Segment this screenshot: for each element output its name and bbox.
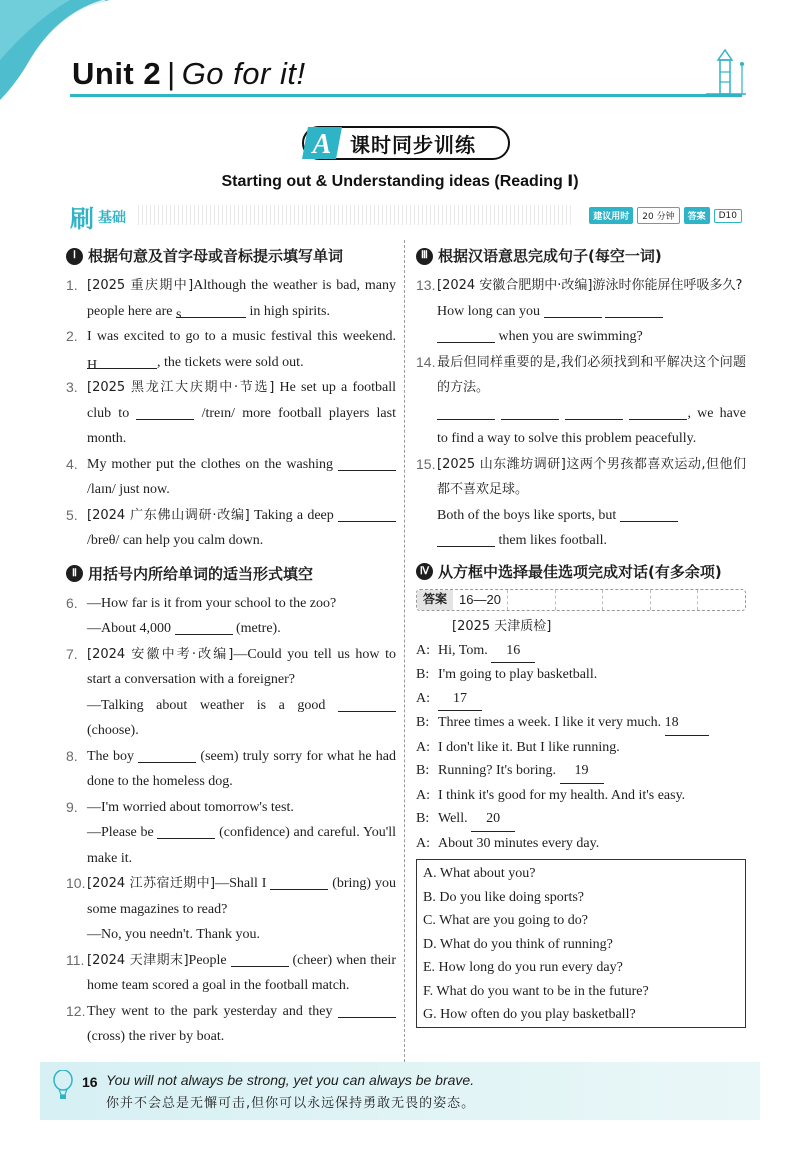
time-value: 20 分钟 [637, 207, 679, 224]
answer-blank[interactable] [175, 619, 233, 635]
question-source: [2025 山东潍坊调研] [437, 456, 566, 472]
answer-blank[interactable] [176, 302, 246, 322]
quote-chinese: 你并不会总是无懈可击,但你可以永远保持勇敢无畏的姿态。 [106, 1096, 476, 1111]
option-item: G. How often do you play basketball? [423, 1007, 636, 1022]
question-text: in high spirits. [246, 303, 331, 319]
answer-blank[interactable] [231, 951, 289, 967]
answer-cell[interactable] [555, 590, 603, 610]
question-text: when you are swimming? [495, 329, 643, 344]
answer-blank[interactable] [629, 404, 687, 420]
dialogue [416, 639, 746, 856]
question-number: 5. [66, 506, 78, 523]
speaker: B: [416, 811, 430, 826]
question-number: 4. [66, 455, 78, 472]
question-number: 10. [66, 875, 86, 891]
question-chinese: 游泳时你能屏住呼吸多久? [592, 278, 743, 293]
answer-blank[interactable] [338, 506, 396, 522]
question-text: /laɪn/ just now. [87, 482, 170, 497]
blank-hint: H [87, 357, 98, 373]
dialogue-line [416, 759, 746, 784]
option-item: B. Do you like doing sports? [423, 889, 584, 905]
answer-blank[interactable] [87, 353, 157, 373]
options-box [416, 859, 746, 1028]
option-item: D. What do you think of running? [423, 936, 613, 952]
question-text: (cheer) when their home team scored a goal in the football match. [87, 952, 396, 993]
question-text: Both of the boys like sports, but [437, 507, 620, 523]
answer-blank[interactable] [338, 1002, 396, 1018]
dialogue-line [416, 687, 746, 712]
quote-english: You will not always be strong, yet you can always be brave. [106, 1072, 475, 1088]
answer-blank[interactable] [437, 531, 495, 547]
question-text: —How far is it from your school to the zoo? [87, 595, 337, 611]
unit-separator: | [167, 56, 176, 91]
question-number: 1. [66, 277, 78, 293]
section-a-banner [302, 126, 510, 160]
lesson-subtitle: Starting out & Understanding ideas (Reading Ⅰ) [221, 173, 579, 190]
answer-cell[interactable] [602, 590, 650, 610]
question-text: —Could you tell us how to start a conversation with a foreigner? [87, 646, 397, 687]
question-text: He set up a football club to [87, 380, 396, 421]
left-column [66, 242, 396, 1050]
speaker: B: [416, 715, 430, 730]
level-meta [589, 207, 742, 224]
dialogue-text: Hi, Tom. [438, 642, 492, 658]
blank-hint: s [176, 306, 182, 322]
dialogue-blank[interactable]: 16 [491, 639, 535, 664]
answer-blank[interactable] [338, 696, 396, 712]
question-text: (cross) the river by boat. [87, 1029, 225, 1044]
right-column [416, 242, 746, 1028]
question-text: , the tickets were sold out. [157, 354, 304, 370]
lighthouse-icon [702, 46, 748, 96]
answer-blank[interactable] [138, 747, 196, 763]
question-text: (seem) truly sorry for what he had done to the homeless dog. [87, 748, 396, 789]
footer [40, 1062, 760, 1120]
speaker: A: [416, 690, 430, 706]
question-14 [416, 350, 746, 452]
dialogue-blank[interactable]: 18 [665, 711, 709, 736]
answer-bar [416, 589, 746, 611]
question-13 [416, 273, 746, 350]
dialogue-blank[interactable]: 17 [438, 687, 482, 712]
question-4 [66, 452, 396, 503]
question-source: [2024 广东佛山调研·改编] [87, 507, 250, 523]
answer-blank[interactable] [544, 302, 602, 318]
question-text: My mother put the clothes on the washing [87, 456, 338, 472]
brush-label: 刷 [70, 205, 94, 233]
question-15 [416, 452, 746, 554]
question-10 [66, 871, 396, 948]
unit-title [72, 56, 306, 92]
question-text: (confidence) and careful. You'll make it. [87, 825, 396, 866]
question-7 [66, 642, 396, 744]
answer-range: 16—20 [459, 591, 501, 607]
question-number: 8. [66, 747, 78, 764]
question-text: them likes football. [495, 533, 607, 548]
question-number: 7. [66, 645, 78, 662]
answer-blank[interactable] [338, 455, 396, 471]
unit-subtitle: Go for it! [181, 56, 306, 91]
dialogue-source: [2025 天津质检] [452, 618, 552, 634]
dialogue-blank[interactable]: 20 [471, 807, 515, 832]
answer-blank[interactable] [501, 404, 559, 420]
question-11 [66, 948, 396, 999]
unit-number: Unit 2 [72, 56, 162, 91]
question-2 [66, 324, 396, 375]
question-number: 9. [66, 798, 78, 815]
section-2-number: Ⅱ [66, 565, 83, 582]
hatch-decoration [138, 205, 572, 225]
column-divider [404, 240, 405, 1072]
answer-label: 答案 [684, 207, 710, 224]
answer-blank[interactable] [270, 874, 328, 890]
question-8 [66, 744, 396, 795]
question-number: 15. [416, 455, 436, 472]
answer-blank[interactable] [136, 404, 194, 420]
level-label: 基础 [98, 210, 126, 226]
question-3 [66, 375, 396, 452]
dialogue-line [416, 736, 746, 760]
question-text: —Shall I [215, 876, 271, 891]
dialogue-line [416, 832, 746, 856]
answer-cells [507, 590, 745, 610]
question-text: —About 4,000 [87, 621, 175, 636]
question-source: [2025 重庆期中] [87, 278, 194, 293]
question-source: [2024 天津期末] [87, 952, 189, 968]
question-text: They went to the park yesterday and they [87, 1003, 338, 1019]
dialogue-line [416, 711, 746, 736]
dialogue-blank[interactable]: 19 [560, 759, 604, 784]
question-number: 11. [66, 951, 85, 968]
section-1-title: 根据句意及首字母或音标提示填写单词 [88, 247, 344, 265]
question-number: 14. [416, 353, 436, 370]
level-bar [70, 203, 742, 233]
balloon-icon [52, 1070, 74, 1100]
dialogue-text: I'm going to play basketball. [438, 667, 598, 682]
section-a-badge [300, 124, 346, 162]
answer-key-label: 答案 [417, 590, 453, 610]
speaker: A: [416, 739, 430, 755]
section-letter: A [312, 129, 332, 160]
question-text: Although the weather is bad, many people here are [87, 278, 396, 319]
question-number: 2. [66, 328, 78, 344]
question-text: —I'm worried about tomorrow's test. [87, 799, 294, 815]
section-3-number: Ⅲ [416, 248, 433, 265]
question-number: 6. [66, 594, 78, 611]
speaker: B: [416, 763, 430, 778]
dialogue-line [416, 639, 746, 664]
dialogue-text: Three times a week. I like it very much. [438, 715, 665, 730]
dialogue-text: I think it's good for my health. And it's easy. [438, 787, 686, 803]
section-4-title: 从方框中选择最佳选项完成对话(有多余项) [438, 562, 722, 581]
dialogue-text: Well. [438, 811, 472, 826]
question-number: 13. [416, 277, 436, 293]
speaker: A: [416, 835, 430, 851]
section-3-heading [416, 242, 746, 270]
answer-blank[interactable] [157, 823, 215, 839]
question-source: [2024 安徽中考·改编] [87, 646, 234, 662]
question-chinese: 最后但同样重要的是,我们必须找到和平解决这个问题的方法。 [437, 354, 746, 395]
section-4-number: Ⅳ [416, 563, 433, 580]
question-text: —Please be [87, 825, 158, 840]
section-2-title: 用括号内所给单词的适当形式填空 [88, 564, 314, 583]
section-4-heading [416, 558, 746, 586]
dialogue-text: I don't like it. But I like running. [438, 739, 620, 755]
question-text: —Talking about weather is a good [87, 697, 338, 713]
question-chinese: 这两个男孩都喜欢运动,但他们都不喜欢足球。 [437, 456, 746, 497]
question-source: [2024 安徽合肥期中·改编] [437, 278, 593, 293]
section-3-title: 根据汉语意思完成句子(每空一词) [438, 247, 662, 265]
speaker: A: [416, 787, 430, 803]
answer-cell[interactable] [697, 590, 745, 610]
question-text: Taking a deep [249, 507, 338, 523]
section-label: 课时同步训练 [350, 132, 476, 157]
answer-cell[interactable] [507, 590, 555, 610]
answer-page: D10 [714, 209, 742, 223]
question-text: I was excited to go to a music festival this weekend. [87, 329, 396, 344]
answer-blank[interactable] [437, 404, 495, 420]
answer-blank[interactable] [437, 327, 495, 343]
option-item: A. What about you? [423, 866, 536, 881]
question-text: —No, you needn't. Thank you. [87, 927, 260, 942]
question-text: How long can you [437, 303, 544, 319]
option-item: F. What do you want to be in the future? [423, 983, 649, 999]
question-source: [2024 江苏宿迁期中] [87, 876, 216, 891]
answer-blank[interactable] [605, 302, 663, 318]
question-text: , we have to find a way to solve this problem peacefully. [437, 405, 747, 446]
title-rule [70, 94, 742, 97]
question-text: (bring) you some magazines to read? [87, 876, 396, 917]
question-5 [66, 503, 396, 554]
dialogue-text: About 30 minutes every day. [438, 835, 600, 851]
dialogue-line [416, 807, 746, 832]
option-item: E. How long do you run every day? [423, 960, 623, 975]
speaker: B: [416, 667, 430, 682]
question-text: People [188, 952, 231, 968]
answer-blank[interactable] [620, 506, 678, 522]
question-1 [66, 273, 396, 324]
dialogue-line [416, 663, 746, 687]
question-text: (choose). [87, 723, 139, 738]
section-1-number: Ⅰ [66, 248, 83, 265]
dialogue-text: Running? It's boring. [438, 763, 560, 778]
question-text: (metre). [232, 621, 281, 636]
dialogue-line [416, 784, 746, 808]
section-2-heading [66, 560, 396, 588]
section-1-heading [66, 242, 396, 270]
question-number: 12. [66, 1002, 86, 1019]
question-text: The boy [87, 748, 139, 764]
answer-blank[interactable] [565, 404, 623, 420]
question-number: 3. [66, 379, 78, 395]
question-source: [2025 黑龙江大庆期中·节选] [87, 380, 275, 395]
time-label: 建议用时 [589, 207, 633, 224]
question-text: /treɪn/ more football players last month. [87, 405, 396, 446]
question-12 [66, 999, 396, 1050]
question-9 [66, 795, 396, 872]
page-number: 16 [82, 1074, 98, 1090]
question-text: /breθ/ can help you calm down. [87, 533, 264, 548]
question-6 [66, 591, 396, 642]
speaker: A: [416, 642, 430, 658]
option-item: C. What are you going to do? [423, 913, 588, 928]
answer-cell[interactable] [650, 590, 698, 610]
